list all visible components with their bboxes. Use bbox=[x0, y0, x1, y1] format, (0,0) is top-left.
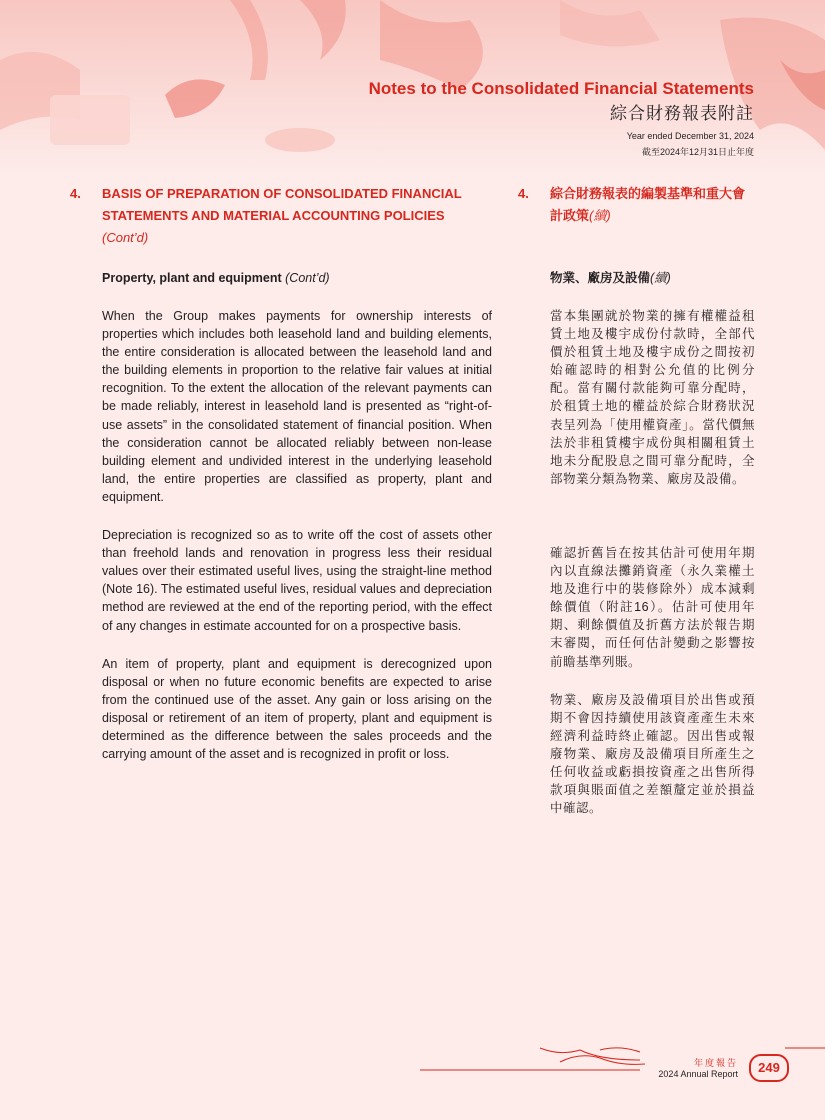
paragraph-en-3: An item of property, plant and equipment is derecognized upon disposal or when no future economic benefits are expected to arise from the continued use of the asset. Any gain or loss arising on the disposal or retirement of an item of property, plant and equipment is determined as the difference between the sales proceeds and the carrying amount of the asset and is recognized in profit or loss. bbox=[102, 656, 492, 762]
paragraph-zh-1: 當本集團就於物業的擁有權權益租賃土地及樓宇成份付款時，全部代價於租賃土地及樓宇成份之間按初始確認時的相對公允值的比例分配。當有關付款能夠可靠分配時，於租賃土地的權益於綜合財務狀況表呈列為「使用權資產」。當代價無法於非租賃樓宇成份與相關租賃土地未分配股息之間可靠分配時，全部物業分類為物業、廠房及設備。 bbox=[550, 309, 755, 486]
section-heading-en bbox=[70, 183, 492, 249]
footer-report-en: 2024 Annual Report bbox=[658, 1069, 738, 1079]
section-number-en: 4. bbox=[70, 186, 81, 201]
chinese-column bbox=[518, 183, 755, 817]
section-heading-zh bbox=[518, 183, 755, 227]
header-title-en: Notes to the Consolidated Financial Statements bbox=[368, 79, 754, 98]
footer-report-zh: 年度報告 bbox=[693, 1058, 738, 1068]
paragraph-en-1: When the Group makes payments for ownership interests of properties which includes both leasehold land and building elements, the entire consideration is allocated between the leasehold land and the building elements in proportion to the relative fair values at initial recognition. To the extent the allocation of the relevant payments can be made reliably, interest in leasehold land is presented as “right-of-use assets” in the consolidated statement of financial position. When the consideration cannot be allocated reliably between non-lease building element and undivided interest in the underlying leasehold land, the entire properties are classified as property, plant and equipment. bbox=[102, 309, 492, 504]
paragraph-en-2: Depreciation is recognized so as to write off the cost of assets other than freehold lands and renovation in progress less their residual values over their estimated useful lives, using the straight-line method (Note 16). The estimated useful lives, residual values and depreciation method are reviewed at the end of the reporting period, with the effect of any changes in estimate accounted for on a prospective basis. bbox=[102, 528, 492, 633]
paragraph-zh-2: 確認折舊旨在按其估計可使用年期內以直線法攤銷資產（永久業權土地及進行中的裝修除外）成本減剩餘價值（附註16）。估計可使用年期、剩餘價值及折舊方法於報告期末審閱，而任何估計變動之影響按前瞻基準列賬。 bbox=[550, 545, 755, 669]
section-contd-zh: (續) bbox=[589, 208, 611, 223]
header-year-zh: 截至2024年12月31日止年度 bbox=[641, 147, 754, 157]
section-number-zh: 4. bbox=[518, 186, 529, 201]
section-contd-en: (Cont’d) bbox=[102, 230, 149, 245]
english-column bbox=[70, 183, 492, 763]
section-title-zh bbox=[550, 183, 755, 227]
paragraph-zh-3: 物業、廠房及設備項目於出售或預期不會因持續使用該資產產生未來經濟利益時終止確認。因出售或報廢物業、廠房及設備項目所產生之任何收益或虧損按資產之出售所得款項與賬面值之差額釐定並於損益中確認。 bbox=[550, 692, 755, 816]
page-header bbox=[369, 78, 754, 158]
subheading-zh-contd: (續) bbox=[650, 271, 671, 285]
subheading-zh bbox=[550, 269, 755, 287]
header-year-en: Year ended December 31, 2024 bbox=[626, 131, 754, 141]
subheading-en-contd: (Cont’d) bbox=[285, 271, 330, 285]
section-title-zh-text: 綜合財務報表的編製基準和重大會計政策 bbox=[550, 186, 746, 223]
subheading-en-text: Property, plant and equipment bbox=[102, 271, 282, 285]
header-title-zh: 綜合財務報表附註 bbox=[610, 104, 754, 123]
page-number: 249 bbox=[749, 1054, 789, 1082]
subheading-zh-text: 物業、廠房及設備 bbox=[550, 271, 651, 285]
section-title-en: BASIS OF PREPARATION OF CONSOLIDATED FINANCIAL STATEMENTS AND MATERIAL ACCOUNTING POLICIES bbox=[102, 186, 462, 223]
subheading-en bbox=[102, 269, 492, 287]
